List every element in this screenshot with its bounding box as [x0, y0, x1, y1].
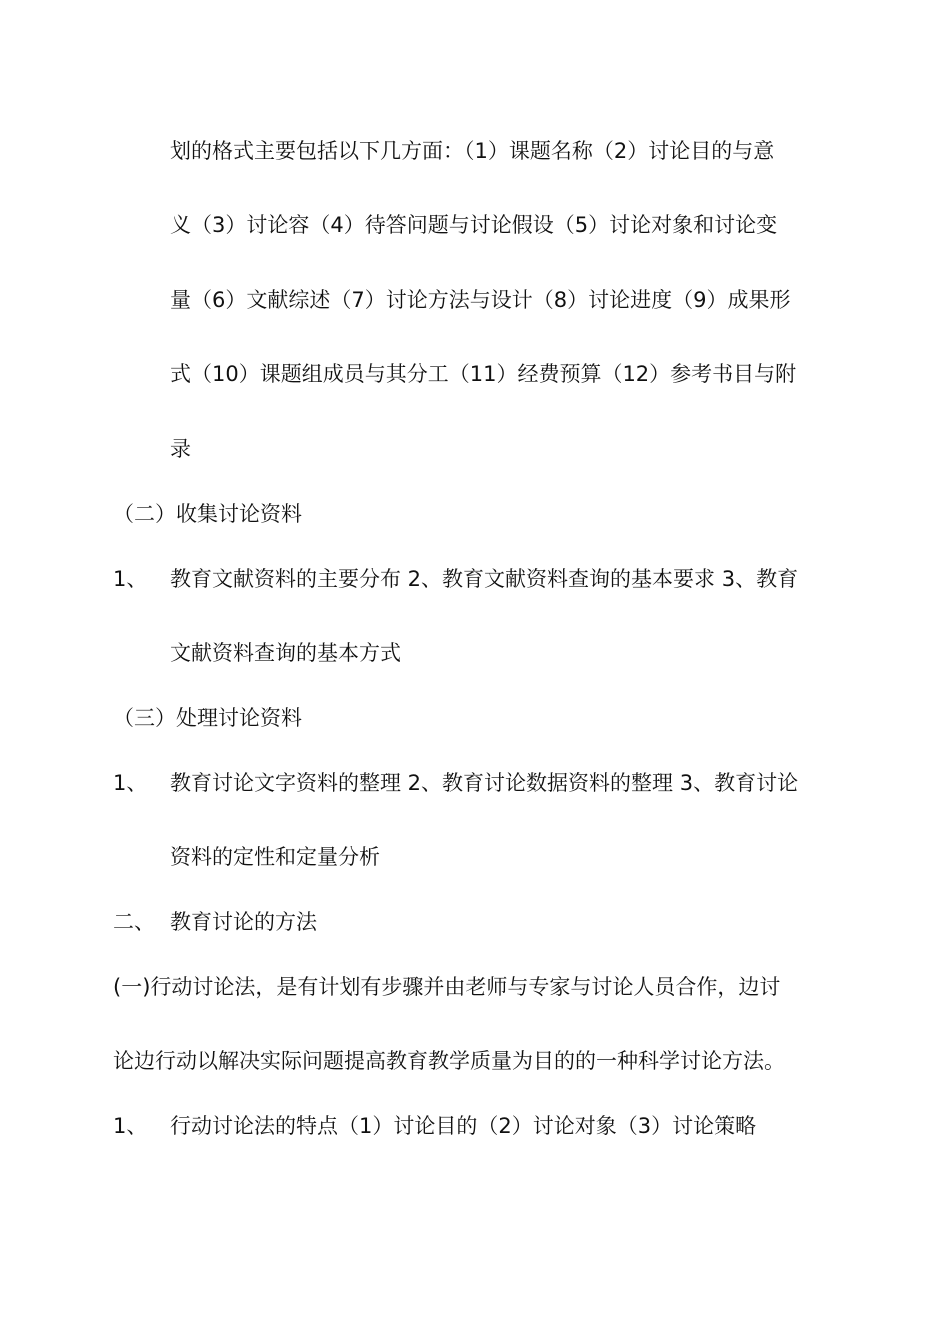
list-number: 1、 — [113, 1114, 148, 1138]
list-number: 1、 — [113, 771, 148, 795]
section-number: 二、 — [113, 910, 155, 934]
section-title: 教育讨论的方法 — [170, 910, 317, 934]
list-number: 1、 — [113, 567, 148, 591]
